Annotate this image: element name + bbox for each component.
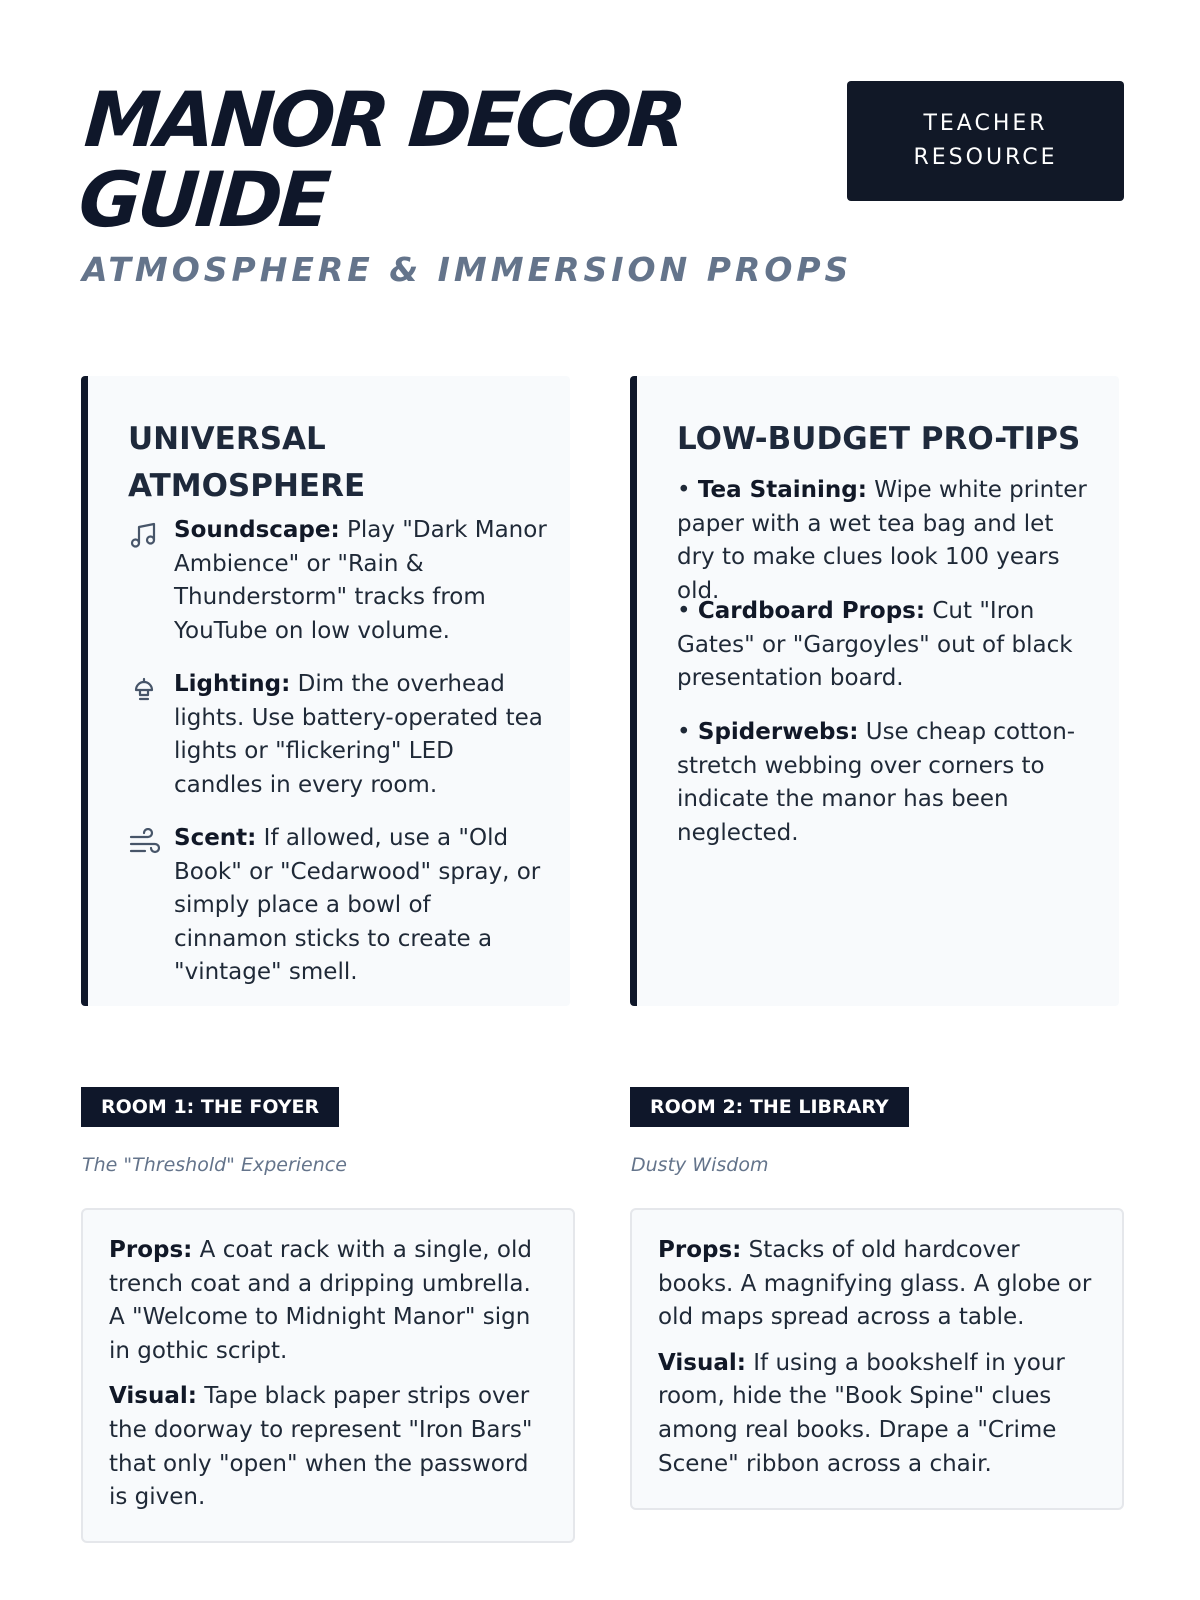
room-2-details xyxy=(630,1208,1124,1510)
room-2-visual: Visual: If using a bookshelf in your room, hide the "Book Spine" clues among real books. Drape a "Crime Scene" ribbon across a chair. xyxy=(658,1349,1065,1477)
room-2-tag: ROOM 2: THE LIBRARY xyxy=(630,1087,909,1127)
badge-line-2: RESOURCE xyxy=(913,145,1058,170)
music-note-icon xyxy=(128,520,160,552)
teacher-resource-badge xyxy=(847,81,1124,201)
lamp-icon xyxy=(128,674,160,706)
universal-atmosphere-heading: UNIVERSAL ATMOSPHERE xyxy=(128,421,366,504)
room-1-props: Props: A coat rack with a single, old trench coat and a dripping umbrella. A "Welcome to Midnight Manor" sign in gothic script. xyxy=(109,1237,532,1364)
pro-tips-card xyxy=(630,376,1119,1006)
room-2-props: Props: Stacks of old hardcover books. A magnifying glass. A globe or old maps spread across a table. xyxy=(658,1237,1092,1331)
universal-atmosphere-card xyxy=(81,376,570,1006)
room-1-details xyxy=(81,1208,575,1543)
tip-cardboard-props: • Cardboard Props: Cut "Iron Gates" or "Gargoyles" out of black presentation board. xyxy=(677,598,1073,692)
room-1-tag: ROOM 1: THE FOYER xyxy=(81,1087,339,1127)
page-title: MANOR DECOR GUIDE xyxy=(76,75,686,244)
scent-text: Scent: If allowed, use a "Old Book" or "Cedarwood" spray, or simply place a bowl of cinnamon sticks to create a "vintage" smell. xyxy=(174,825,541,986)
page-subtitle: ATMOSPHERE & IMMERSION PROPS xyxy=(82,250,853,289)
badge-line-1: TEACHER xyxy=(923,111,1048,136)
room-1-visual: Visual: Tape black paper strips over the doorway to represent "Iron Bars" that only "open" when the password is given. xyxy=(109,1383,533,1511)
wind-icon xyxy=(128,828,160,860)
pro-tips-heading: LOW-BUDGET PRO-TIPS xyxy=(677,421,1081,457)
room-2-subtitle: Dusty Wisdom xyxy=(631,1154,769,1176)
lighting-text: Lighting: Dim the overhead lights. Use battery-operated tea lights or "flickering" LED candles in every room. xyxy=(174,671,543,798)
tip-tea-staining: • Tea Staining: Wipe white printer paper with a wet tea bag and let dry to make clues look 100 years old. xyxy=(677,477,1087,604)
tip-spiderwebs: • Spiderwebs: Use cheap cotton-stretch webbing over corners to indicate the manor has been neglected. xyxy=(677,719,1076,846)
soundscape-text: Soundscape: Play "Dark Manor Ambience" or "Rain & Thunderstorm" tracks from YouTube on low volume. xyxy=(174,517,547,644)
room-1-subtitle: The "Threshold" Experience xyxy=(82,1154,347,1176)
